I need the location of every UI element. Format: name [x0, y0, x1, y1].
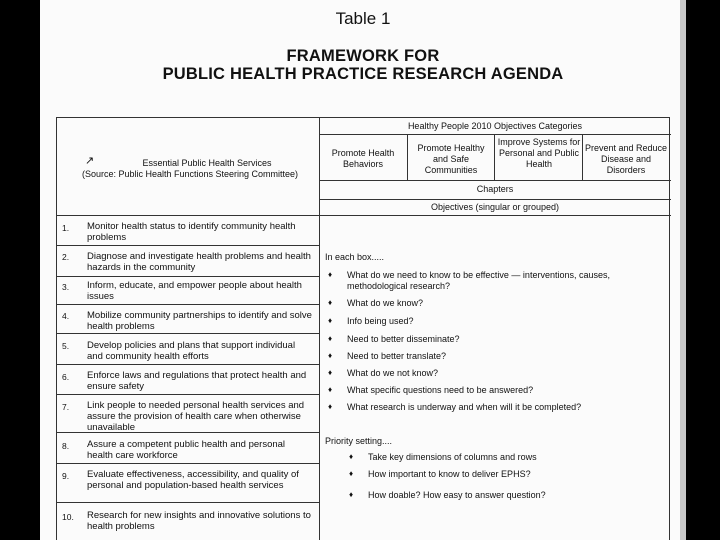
bullet-diamond-icon: ♦ — [328, 368, 333, 377]
objectives-label: Objectives (singular or grouped) — [430, 202, 560, 212]
priority-setting-label: Priority setting.... — [325, 436, 393, 446]
hp2010-header: Healthy People 2010 Objectives Categories — [407, 121, 583, 131]
bullet-diamond-icon: ♦ — [328, 316, 333, 325]
service-num: 9. — [62, 471, 70, 481]
category-healthy-safe-communities: Promote Healthy and Safe Communities — [417, 143, 485, 175]
bullet-diamond-icon: ♦ — [349, 452, 354, 461]
document-page — [40, 0, 686, 540]
service-num: 6. — [62, 372, 70, 382]
service-item: Research for new insights and innovative solutions to health problems — [87, 510, 311, 532]
service-item: Evaluate effectiveness, accessibility, and quality of personal and population-based health services — [87, 469, 299, 491]
service-num: 4. — [62, 311, 70, 321]
service-item: Mobilize community partnerships to identify and solve health problems — [87, 310, 312, 332]
bullet-diamond-icon: ♦ — [328, 402, 333, 411]
service-item: Inform, educate, and empower people about health issues — [87, 280, 302, 302]
bullet-diamond-icon: ♦ — [349, 490, 354, 499]
service-item: Diagnose and investigate health problems and health hazards in the community — [87, 251, 311, 273]
question-item: Need to better translate? — [347, 351, 447, 361]
question-item: What do we not know? — [347, 368, 439, 378]
service-item: Develop policies and plans that support individual and community health efforts — [87, 340, 296, 362]
question-item: Info being used? — [347, 316, 414, 326]
question-item: Need to better disseminate? — [347, 334, 460, 344]
priority-item: How doable? How easy to answer question? — [368, 490, 546, 500]
service-item: Enforce laws and regulations that protect health and ensure safety — [87, 370, 307, 392]
service-item: Monitor health status to identify community health problems — [87, 221, 296, 243]
category-promote-health-behaviors: Promote Health Behaviors — [331, 148, 395, 169]
question-item: What research is underway and when will it be completed? — [347, 402, 582, 412]
category-prevent-reduce-disease: Prevent and Reduce Disease and Disorders — [584, 143, 668, 175]
question-item: What do we know? — [347, 298, 424, 308]
heading-line-1: FRAMEWORK FOR — [286, 47, 440, 65]
bullet-diamond-icon: ♦ — [328, 298, 333, 307]
ephs-header: Essential Public Health Services — [142, 158, 272, 168]
table-title: Table 1 — [335, 9, 391, 28]
service-item: Link people to needed personal health services and assure the provision of health care when otherwise unavailable — [87, 400, 305, 433]
service-num: 10. — [62, 512, 74, 522]
in-each-box-label: In each box..... — [325, 252, 385, 262]
priority-item: How important to know to deliver EPHS? — [368, 469, 531, 479]
bullet-diamond-icon: ♦ — [328, 270, 333, 279]
service-item: Assure a competent public health and personal health care workforce — [87, 439, 286, 461]
bullet-diamond-icon: ♦ — [328, 385, 333, 394]
service-num: 7. — [62, 402, 70, 412]
service-num: 1. — [62, 223, 70, 233]
ephs-source: (Source: Public Health Functions Steering Committee) — [81, 169, 299, 179]
category-improve-systems: Improve Systems for Personal and Public Health — [497, 137, 581, 169]
bullet-diamond-icon: ♦ — [328, 351, 333, 360]
framework-table — [56, 117, 670, 540]
service-num: 8. — [62, 441, 70, 451]
priority-item: Take key dimensions of columns and rows — [368, 452, 537, 462]
bullet-diamond-icon: ♦ — [328, 334, 333, 343]
arrow-icon: ↗ — [85, 155, 95, 167]
chapters-label: Chapters — [476, 184, 514, 194]
question-item: What do we need to know to be effective — interventions, causes, methodological research? — [347, 270, 610, 291]
heading-line-2: PUBLIC HEALTH PRACTICE RESEARCH AGENDA — [162, 65, 564, 83]
question-item: What specific questions need to be answered? — [347, 385, 534, 395]
bullet-diamond-icon: ♦ — [349, 469, 354, 478]
service-num: 5. — [62, 341, 70, 351]
service-num: 3. — [62, 282, 70, 292]
service-num: 2. — [62, 252, 70, 262]
